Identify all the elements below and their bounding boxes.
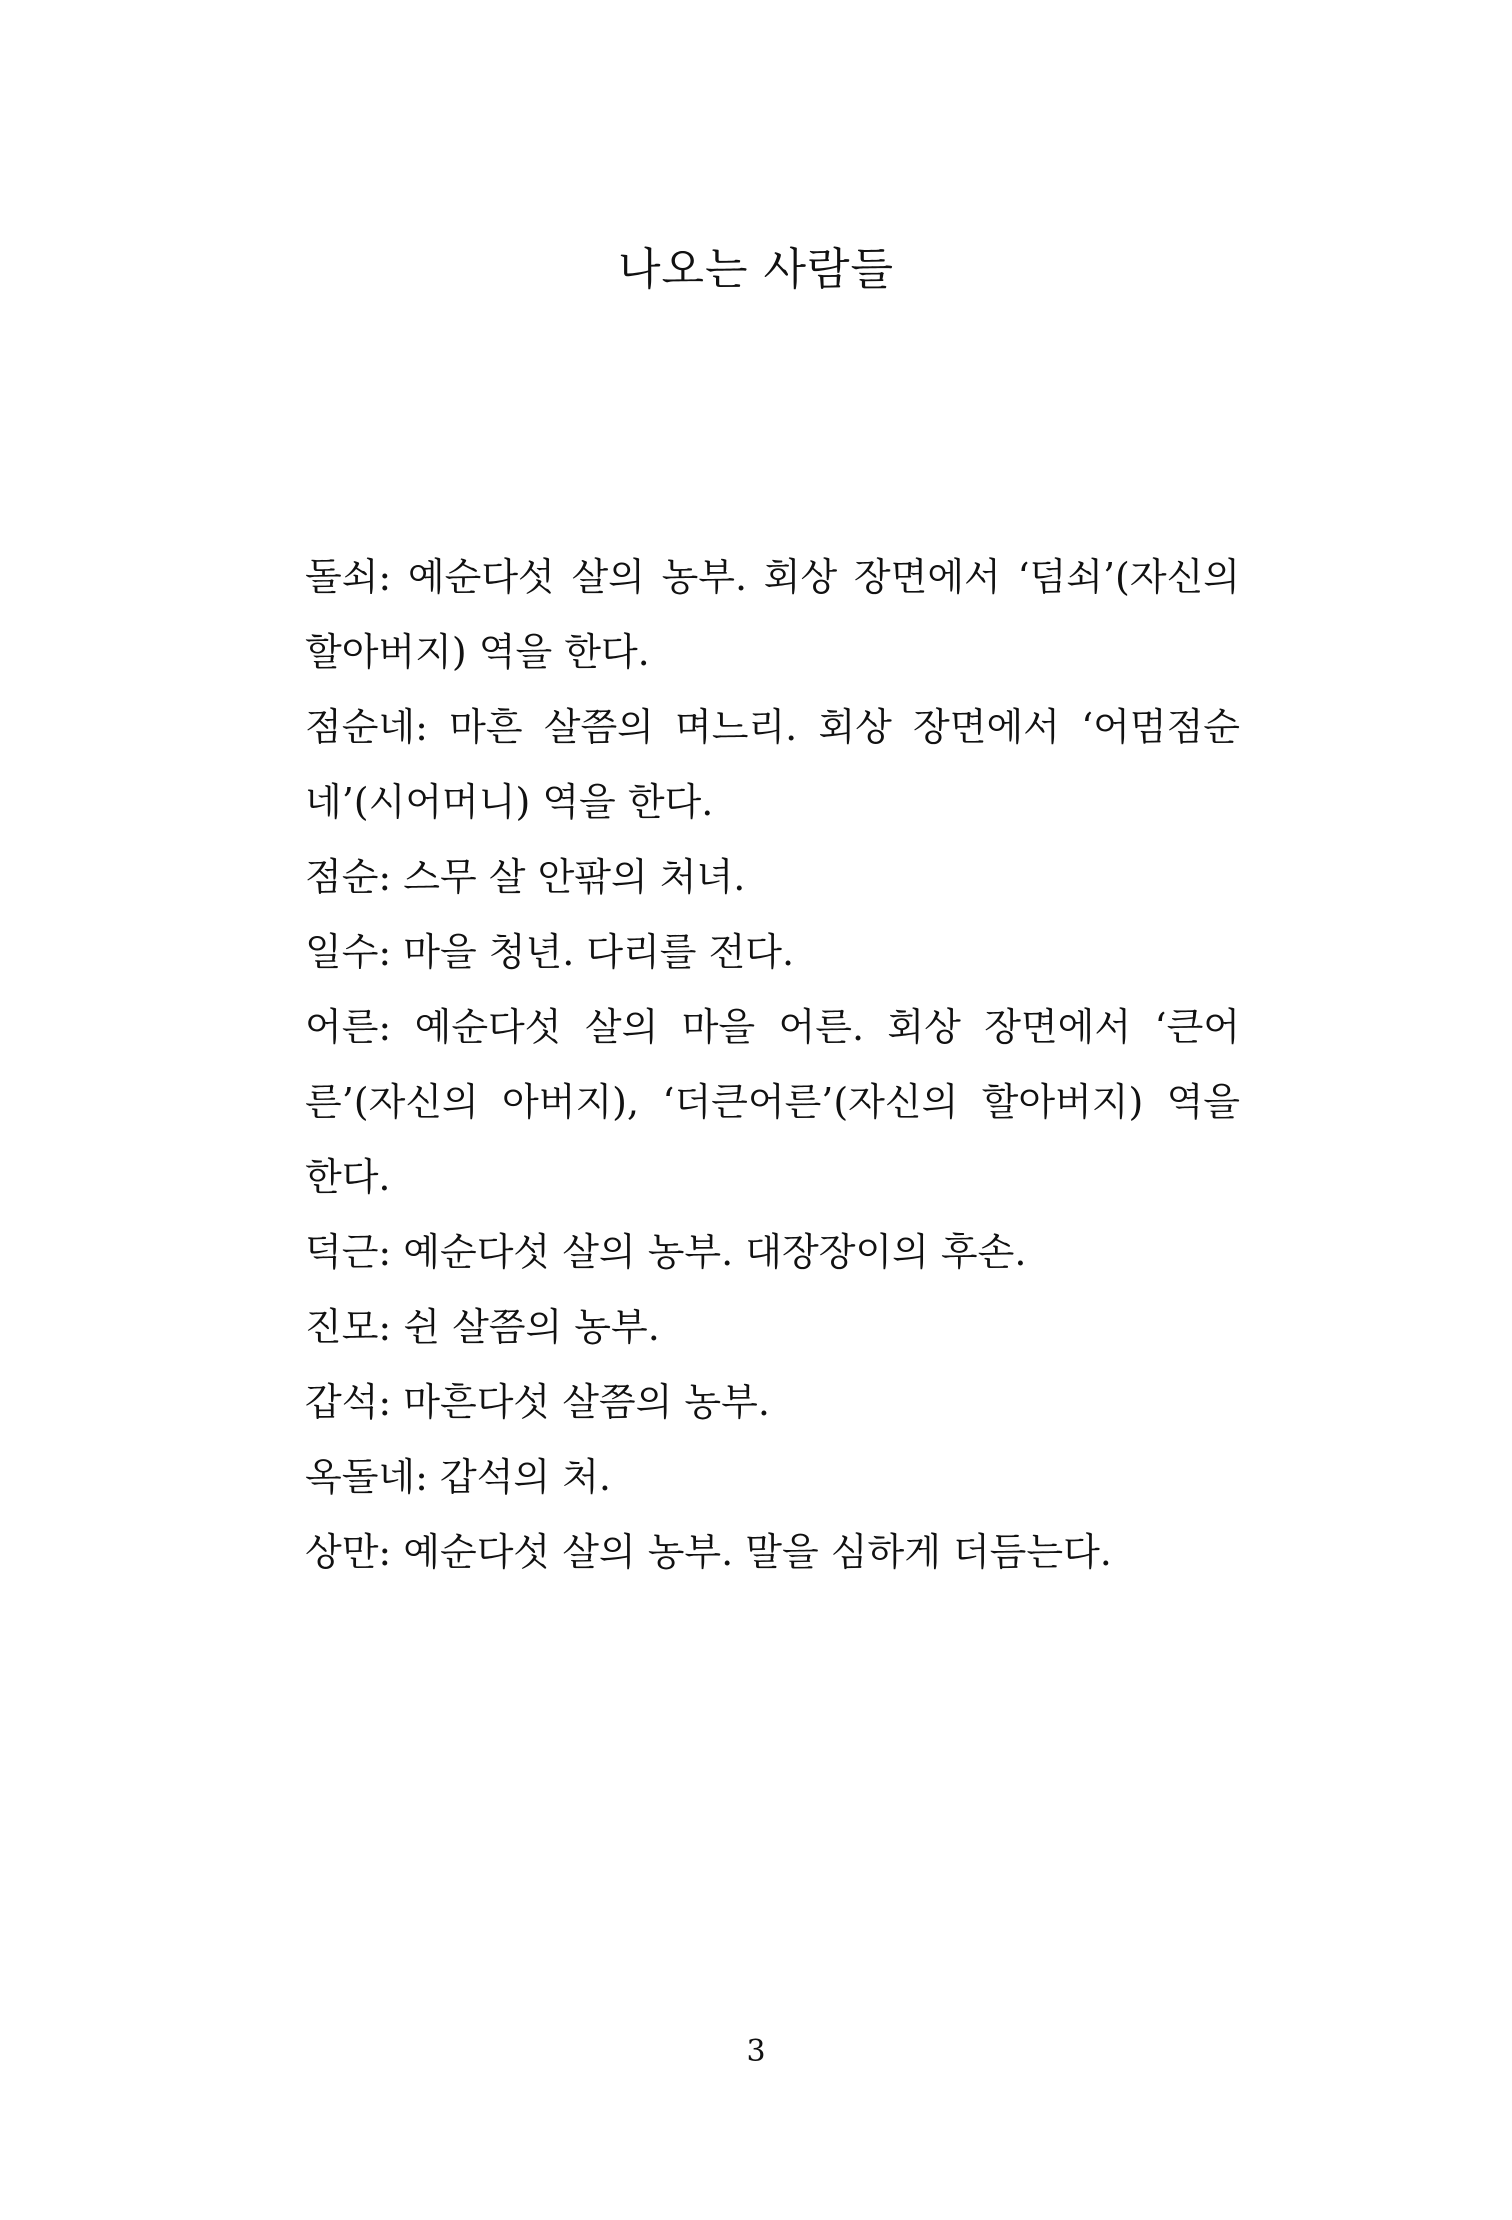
page-title: 나오는 사람들 [617, 244, 894, 295]
cast-entry-ilsu: 일수: 마을 청년. 다리를 전다. [305, 930, 795, 974]
cast-entry-okdolne: 옥돌네: 갑석의 처. [305, 1455, 611, 1499]
cast-entry-jeomsun: 점순: 스무 살 안팎의 처녀. [305, 855, 746, 899]
cast-entry-sangman: 상만: 예순다섯 살의 농부. 말을 심하게 더듬는다. [305, 1530, 1112, 1574]
page-number: 3 [746, 2034, 766, 2069]
cast-entry-jeomsunne: 점순네: 마흔 살쯤의 며느리. 회상 장면에서 ‘어멈점순네’(시어머니) 역을 한다. [305, 705, 1240, 824]
cast-entry-deokgeun: 덕근: 예순다섯 살의 농부. 대장장이의 후손. [305, 1230, 1027, 1274]
cast-entry-gapseok: 갑석: 마흔다섯 살쯤의 농부. [305, 1380, 770, 1424]
cast-entry-dolsoe: 돌쇠: 예순다섯 살의 농부. 회상 장면에서 ‘덤쇠’(자신의 할아버지) 역을 한다. [305, 555, 1240, 674]
cast-entry-eoreun: 어른: 예순다섯 살의 마을 어른. 회상 장면에서 ‘큰어른’(자신의 아버지), ‘더큰어른’(자신의 할아버지) 역을 한다. [305, 1005, 1240, 1199]
cast-list [305, 540, 1240, 1590]
cast-entry-jinmo: 진모: 쉰 살쯤의 농부. [305, 1305, 660, 1349]
